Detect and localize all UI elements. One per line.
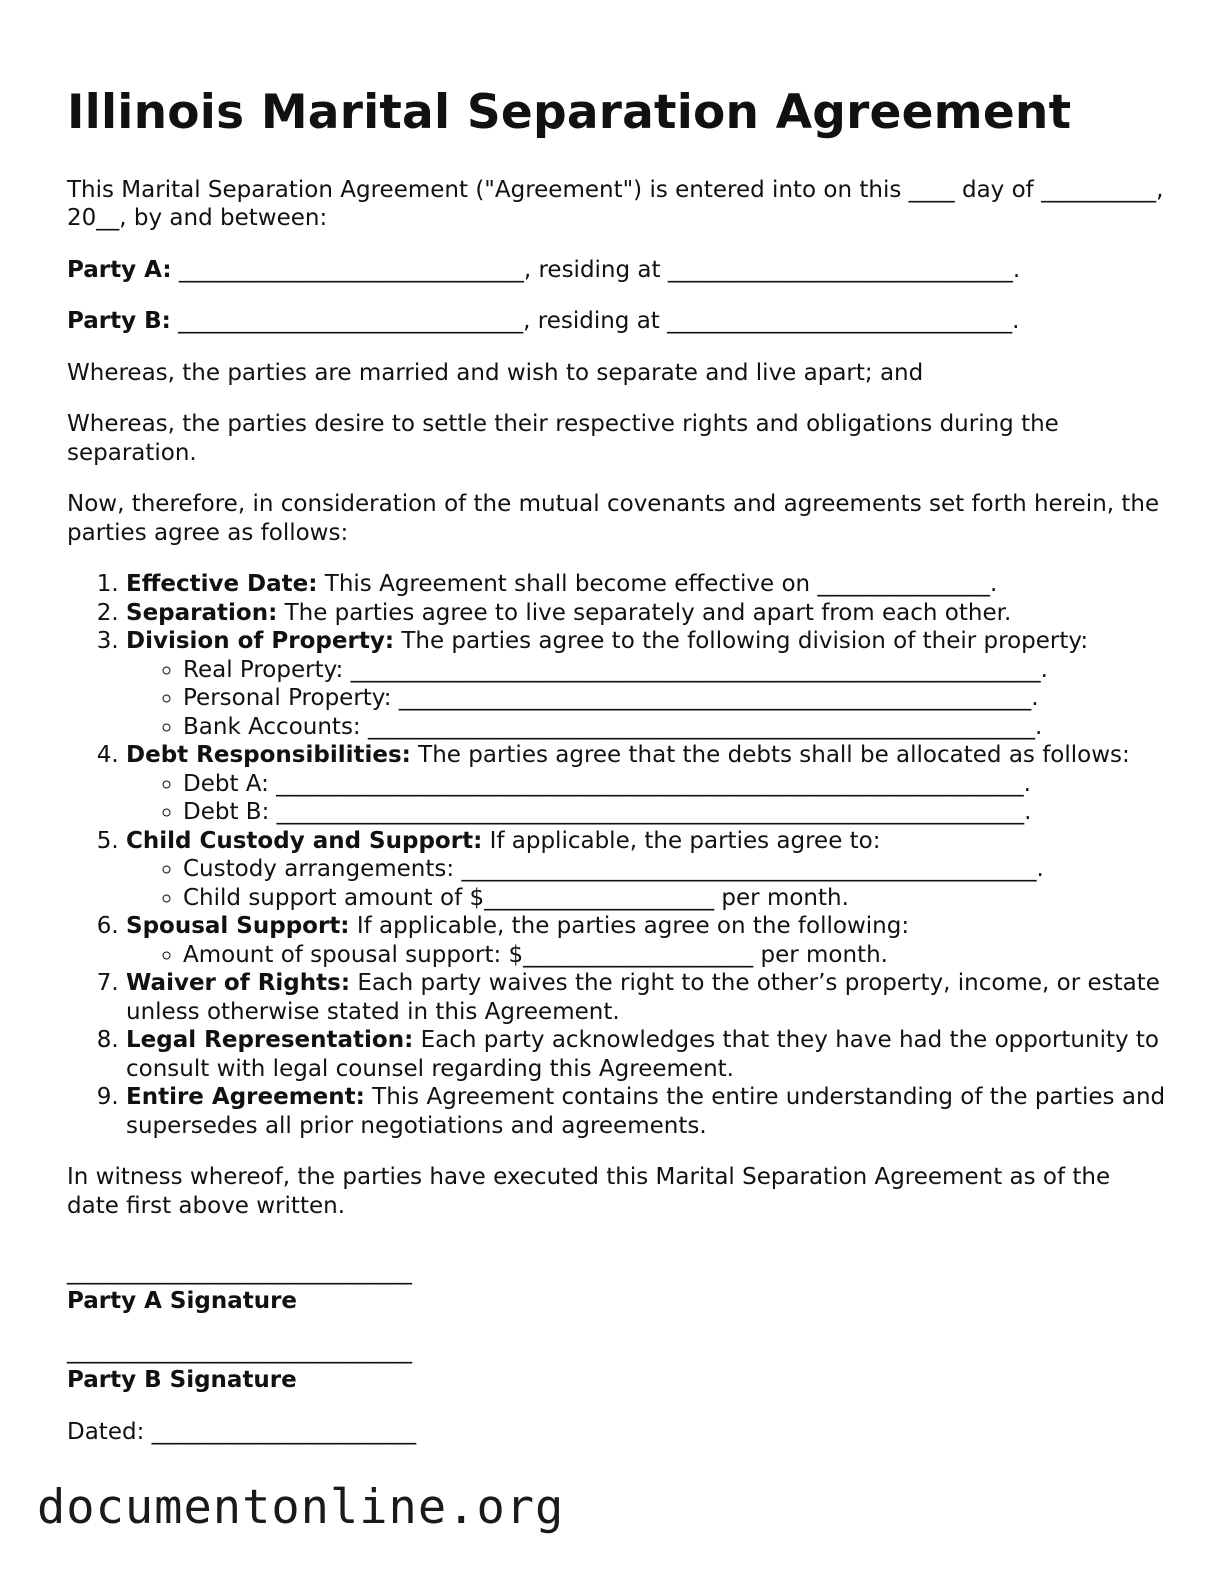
debt-b-item: ◦ Debt B: _________________________________________________________________. <box>183 798 1167 827</box>
term-heading: Entire Agreement: <box>126 1084 365 1111</box>
term-text: Each party waives the right to the other’s property, income, or estate unless otherwise stated in this Agreement. <box>126 970 1160 1025</box>
document-title: Illinois Marital Separation Agreement <box>67 85 1072 140</box>
term-heading: Debt Responsibilities: <box>126 742 411 769</box>
terms-list <box>67 570 1167 1140</box>
party-a-line <box>67 256 1167 285</box>
party-b-fields: ______________________________, residing at ______________________________. <box>170 308 1020 335</box>
term-text: This Agreement contains the entire understanding of the parties and supersedes all prior negotiations and agreements. <box>126 1084 1166 1139</box>
property-sublist <box>126 656 1167 742</box>
bank-accounts-item: ◦ Bank Accounts: __________________________________________________________. <box>183 713 1167 742</box>
whereas-married: Whereas, the parties are married and wish to separate and live apart; and <box>67 359 924 386</box>
term-effective-date <box>126 570 1167 599</box>
child-support-item: ◦ Child support amount of $____________________ per month. <box>183 884 1167 913</box>
term-debt-responsibilities <box>126 741 1167 827</box>
spousal-sublist <box>126 941 1167 970</box>
term-heading: Effective Date: <box>126 571 318 598</box>
term-text: Each party acknowledges that they have had the opportunity to consult with legal counsel regarding this Agreement. <box>126 1027 1160 1082</box>
spousal-support-amount-item: ◦ Amount of spousal support: $____________________ per month. <box>183 941 1167 970</box>
document-page <box>67 84 1167 1447</box>
term-separation <box>126 599 1167 628</box>
dated-line: Dated: _______________________ <box>67 1419 417 1446</box>
term-entire-agreement <box>126 1083 1167 1140</box>
party-b-label: Party B: <box>67 308 171 335</box>
custody-sublist <box>126 855 1167 912</box>
party-b-signature-line: ______________________________ <box>67 1338 412 1365</box>
party-b-signature-label: Party B Signature <box>67 1366 297 1393</box>
term-heading: Separation: <box>126 599 278 626</box>
party-a-fields: ______________________________, residing at ______________________________. <box>171 256 1021 283</box>
now-therefore: Now, therefore, in consideration of the mutual covenants and agreements set forth herein, the parties agree as follows: <box>67 491 1160 546</box>
whereas-settle: Whereas, the parties desire to settle their respective rights and obligations during the separation. <box>67 411 1059 466</box>
debt-a-item: ◦ Debt A: _________________________________________________________________. <box>183 770 1167 799</box>
term-text: The parties agree to live separately and apart from each other. <box>277 599 1012 626</box>
term-text: This Agreement shall become effective on _______________. <box>317 571 998 598</box>
term-child-custody <box>126 827 1167 913</box>
term-text: The parties agree that the debts shall be allocated as follows: <box>410 742 1130 769</box>
term-heading: Waiver of Rights: <box>126 970 351 997</box>
term-spousal-support <box>126 912 1167 969</box>
term-text: The parties agree to the following division of their property: <box>394 628 1089 655</box>
term-heading: Division of Property: <box>126 628 395 655</box>
term-heading: Spousal Support: <box>126 913 350 940</box>
term-text: If applicable, the parties agree on the following: <box>349 913 910 940</box>
custody-arrangements-item: ◦ Custody arrangements: __________________________________________________. <box>183 855 1167 884</box>
party-b-line <box>67 307 1167 336</box>
party-a-label: Party A: <box>67 256 172 283</box>
intro-paragraph: This Marital Separation Agreement ("Agreement") is entered into on this ____ day of __________, 20__, by and between: <box>67 176 1164 232</box>
term-division-of-property <box>126 627 1167 741</box>
real-property-item: ◦ Real Property: ____________________________________________________________. <box>183 656 1167 685</box>
term-waiver-of-rights <box>126 969 1167 1026</box>
watermark: documentonline.org <box>37 1480 565 1535</box>
party-a-signature-line: ______________________________ <box>67 1259 412 1286</box>
signature-block <box>67 1258 1167 1447</box>
party-a-signature-label: Party A Signature <box>67 1287 298 1314</box>
personal-property-item: ◦ Personal Property: _______________________________________________________. <box>183 684 1167 713</box>
debt-sublist <box>126 770 1167 827</box>
witness-paragraph: In witness whereof, the parties have executed this Marital Separation Agreement as of the date first above written. <box>67 1164 1111 1219</box>
term-heading: Legal Representation: <box>126 1027 414 1054</box>
term-legal-representation <box>126 1026 1167 1083</box>
term-heading: Child Custody and Support: <box>126 827 483 854</box>
term-text: If applicable, the parties agree to: <box>482 827 881 854</box>
